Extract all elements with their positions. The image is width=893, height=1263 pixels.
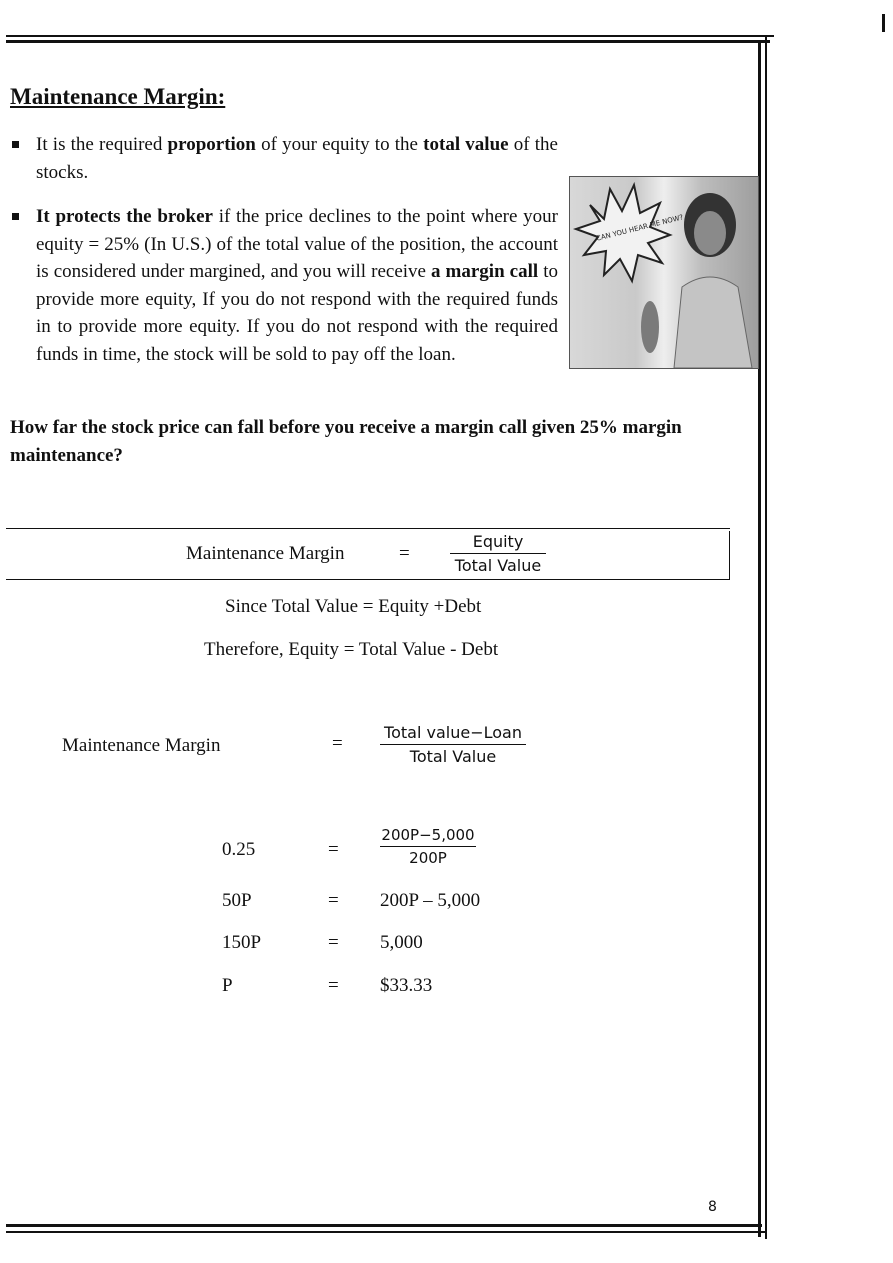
bullet-protects-broker (36, 203, 558, 368)
formula2-denominator: Total Value (409, 747, 497, 766)
bullet-text: if the price declines to the point where your equity = 25% (In U.S.) of the total value of the position, the account is considered under margined, and you will receive (36, 206, 558, 282)
phone-shape (641, 301, 659, 353)
bullet-bold: proportion (167, 134, 256, 155)
bullet-text: of your equity to the (255, 134, 424, 155)
step-2-equals: = (328, 890, 339, 911)
step-2-lhs: 50P (222, 890, 252, 911)
since-line: Since Total Value = Equity +Debt (225, 596, 482, 617)
margin-call-photo (569, 176, 759, 369)
bullet-bold: total value (423, 134, 509, 155)
formula-box-label: Maintenance Margin (186, 543, 345, 564)
step-3-lhs: 150P (222, 932, 262, 953)
therefore-line: Therefore, Equity = Total Value - Debt (204, 639, 499, 660)
step-4-lhs: P (222, 975, 233, 996)
person-face (694, 211, 726, 255)
formula-box-equals: = (399, 543, 410, 564)
scan-edge-mark (882, 14, 885, 32)
step-1-equals: = (328, 839, 339, 860)
formula2-label: Maintenance Margin (62, 735, 221, 756)
step-3-rhs: 5,000 (380, 932, 423, 953)
step-4-rhs: $33.33 (380, 975, 433, 996)
starburst-caption: CAN YOU HEAR ME NOW? (595, 213, 685, 243)
step-3-equals: = (328, 932, 339, 953)
formula-box-numerator: Equity (450, 532, 546, 554)
photo-illustration (570, 177, 758, 368)
bullet-text: to provide more equity, If you do not respond with the required funds in to provide more equity. If you do not respond with the required funds in time, the stock will be sold to pay off the loan. (36, 261, 558, 365)
right-border (765, 35, 767, 1239)
bullet-text: of the stocks. (36, 134, 558, 183)
formula-box-right (729, 531, 730, 580)
step-1-numerator: 200P−5,000 (380, 826, 476, 847)
bottom-border-inner (6, 1224, 762, 1227)
page-title: Maintenance Margin: (10, 84, 226, 109)
bullet-square-icon (12, 141, 19, 148)
bullet-bold: It protects the broker (36, 206, 213, 227)
formula2-fraction (380, 723, 526, 766)
formula-box-top (6, 528, 730, 529)
formula2-equals: = (332, 733, 343, 754)
person-body (674, 277, 752, 368)
bullet-bold: a margin call (431, 261, 539, 282)
formula-box-bottom (6, 579, 730, 580)
formula-box-denominator: Total Value (454, 556, 542, 575)
top-border (6, 35, 774, 37)
top-border-inner (6, 40, 770, 43)
bullet-square-icon (12, 213, 19, 220)
step-4-equals: = (328, 975, 339, 996)
formula-box-fraction (450, 532, 546, 575)
formula2-numerator: Total value−Loan (380, 723, 526, 745)
bullet-proportion (36, 131, 558, 186)
step-1-denominator: 200P (409, 849, 447, 867)
page-number: 8 (708, 1199, 717, 1215)
bottom-border (6, 1231, 767, 1233)
bullet-text: It is the required (36, 134, 168, 155)
question-text: How far the stock price can fall before you receive a margin call given 25% margin maintenance? (10, 417, 682, 466)
step-2-rhs: 200P – 5,000 (380, 890, 481, 911)
step-1-lhs: 0.25 (222, 839, 256, 860)
step-1-fraction (380, 826, 476, 867)
